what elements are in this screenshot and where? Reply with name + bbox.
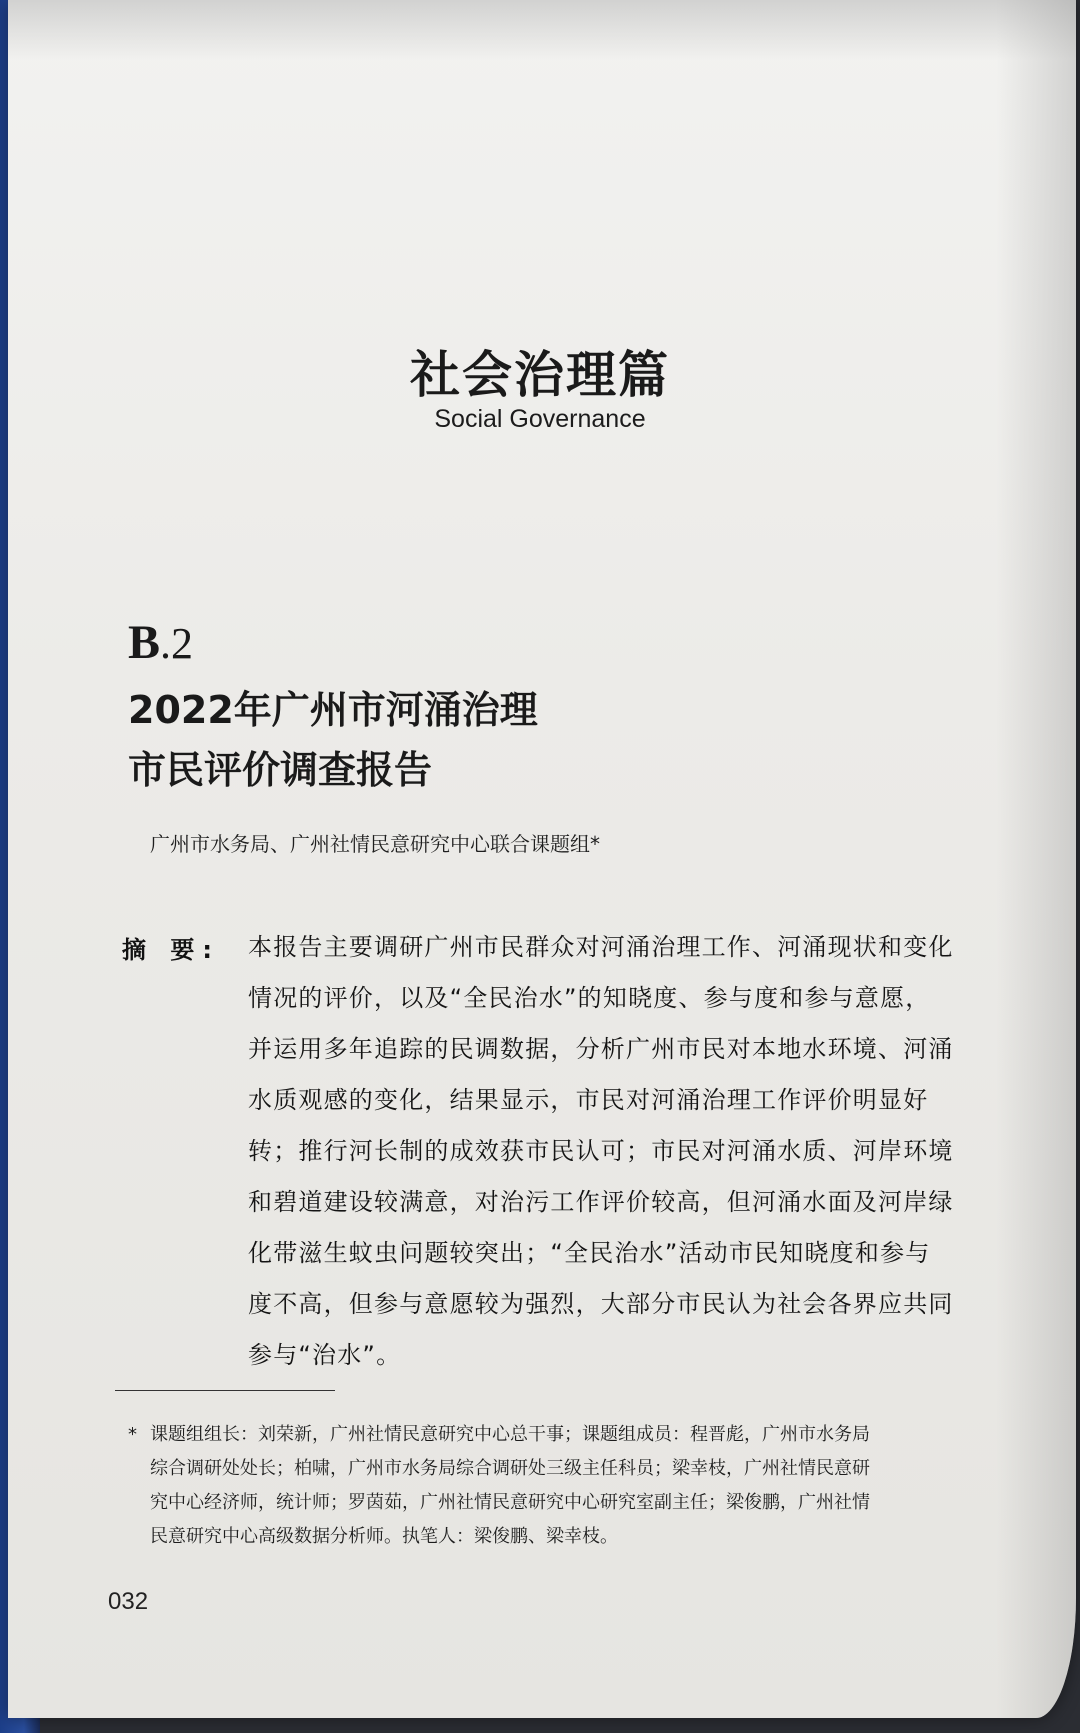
footnote-marker: *	[128, 1424, 137, 1445]
footnote-line: 课题组组长：刘荣新，广州社情民意研究中心总干事；课题组成员：程晋彪，广州市水务局	[150, 1424, 870, 1445]
section-title-english: Social Governance	[434, 405, 646, 433]
chapter-code-number: .2	[160, 619, 194, 668]
footnote-line: 民意研究中心高级数据分析师。执笔人：梁俊鹏、梁幸枝。	[150, 1526, 618, 1547]
footnote-divider	[115, 1390, 335, 1391]
abstract-line: 转；推行河长制的成效获市民认可；市民对河涌水质、河岸环境	[248, 1137, 954, 1165]
chapter-code-letter: B	[128, 616, 161, 669]
abstract-line: 本报告主要调研广州市民群众对河涌治理工作、河涌现状和变化	[248, 933, 954, 961]
abstract-line: 和碧道建设较满意，对治污工作评价较高，但河涌水面及河岸绿	[248, 1188, 954, 1216]
abstract-label: 摘 要:	[122, 936, 220, 964]
abstract-line: 水质观感的变化，结果显示，市民对河涌治理工作评价明显好	[248, 1086, 929, 1114]
footnote-line: 究中心经济师，统计师；罗茵茹，广州社情民意研究中心研究室副主任；梁俊鹏，广州社情	[150, 1492, 870, 1513]
report-title-line: 2022年广州市河涌治理	[128, 688, 538, 732]
abstract-body	[248, 922, 1018, 1381]
report-title-line: 市民评价调查报告	[128, 748, 433, 792]
abstract-line: 参与“治水”。	[248, 1341, 402, 1369]
abstract-line: 化带滋生蚊虫问题较突出；“全民治水”活动市民知晓度和参与	[248, 1239, 931, 1267]
chapter-code	[128, 615, 193, 670]
abstract-line: 情况的评价，以及“全民治水”的知晓度、参与度和参与意愿，	[248, 984, 931, 1012]
page-number: 032	[108, 1588, 149, 1615]
abstract-line: 并运用多年追踪的民调数据，分析广州市民对本地水环境、河涌	[248, 1035, 954, 1063]
section-title: 社会治理篇	[410, 345, 670, 404]
footnote	[128, 1418, 1030, 1554]
authors-line: 广州市水务局、广州社情民意研究中心联合课题组*	[150, 832, 600, 856]
abstract-line: 度不高，但参与意愿较为强烈，大部分市民认为社会各界应共同	[248, 1290, 954, 1318]
footnote-line: 综合调研处处长；柏啸，广州市水务局综合调研处三级主任科员；梁幸枝，广州社情民意研	[150, 1458, 870, 1479]
report-title	[128, 680, 538, 800]
